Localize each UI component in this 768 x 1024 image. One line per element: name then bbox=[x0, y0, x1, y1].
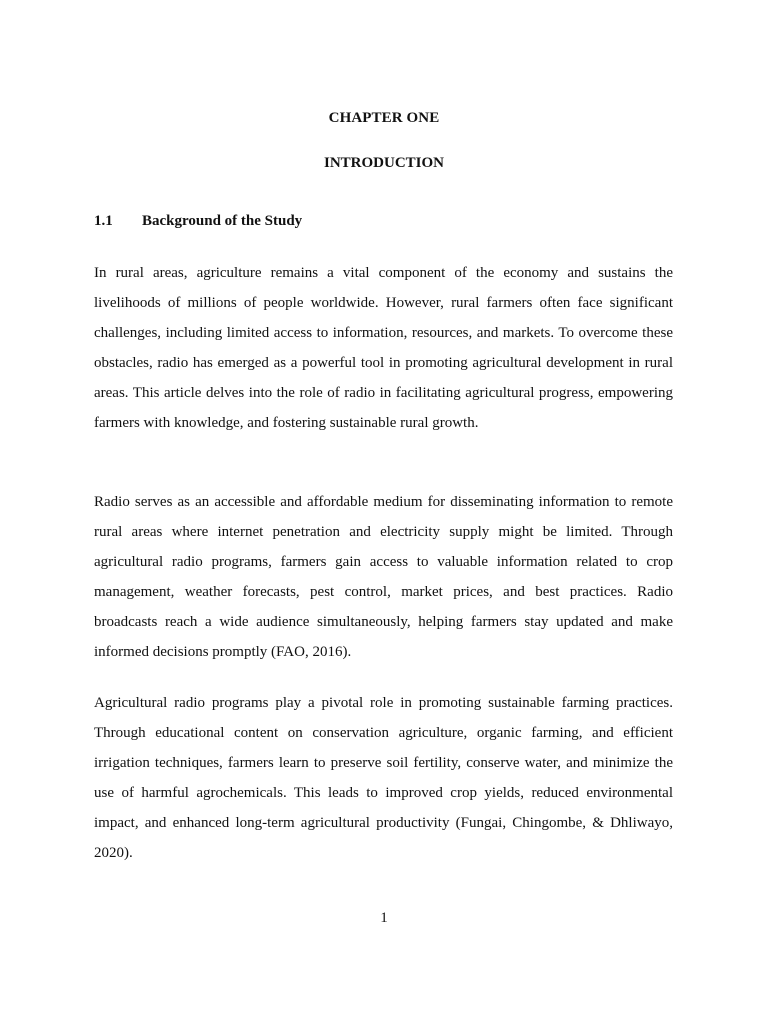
page-number: 1 bbox=[380, 910, 388, 926]
section-number: 1.1 bbox=[94, 213, 113, 229]
paragraph-1: In rural areas, agriculture remains a vital component of the economy and sustains the livelihoods of millions of people worldwide. However, rural farmers often face significant challenges, including limited access to information, resources, and markets. To overcome these obstacles, radio has emerged as a powerful tool in promoting agricultural development in rural areas. This article delves into the role of radio in facilitating agricultural progress, empowering farmers with knowledge, and fostering sustainable rural growth. bbox=[94, 265, 673, 431]
chapter-label: CHAPTER ONE bbox=[328, 110, 440, 126]
section-title: Background of the Study bbox=[142, 213, 303, 229]
paragraph-3: Agricultural radio programs play a pivotal role in promoting sustainable farming practices. Through educational content on conservation agriculture, organic farming, and efficient irrigation techniques, farmers learn to preserve soil fertility, conserve water, and minimize the use of harmful agrochemicals. This leads to improved crop yields, reduced environmental impact, and enhanced long-term agricultural productivity (Fungai, Chingombe, & Dhliwayo, 2020). bbox=[94, 695, 673, 861]
paragraph-2: Radio serves as an accessible and affordable medium for disseminating information to remote rural areas where internet penetration and electricity supply might be limited. Through agricultural radio programs, farmers gain access to valuable information related to crop management, weather forecasts, pest control, market prices, and best practices. Radio broadcasts reach a wide audience simultaneously, helping farmers stay updated and make informed decisions promptly (FAO, 2016). bbox=[94, 494, 673, 660]
chapter-title: INTRODUCTION bbox=[323, 155, 444, 171]
section-heading bbox=[94, 213, 302, 230]
